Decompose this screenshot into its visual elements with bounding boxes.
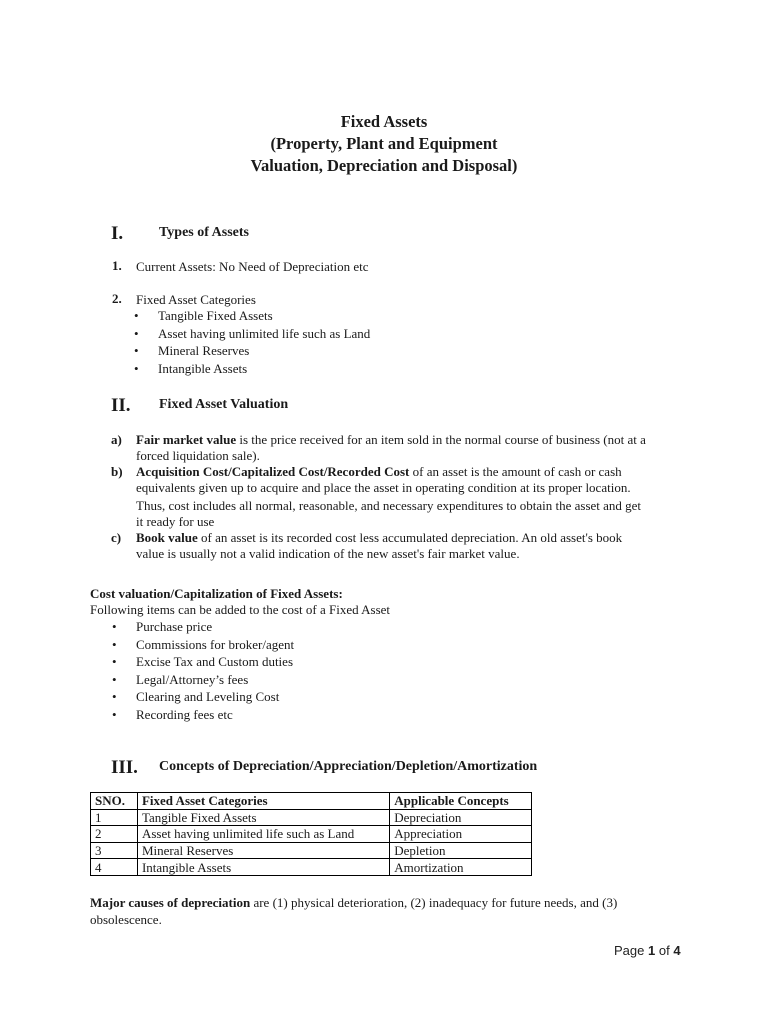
definition-b-line4: it ready for use [136,514,215,529]
table-cell: 2 [91,826,138,843]
page-number: Page 1 of 4 [614,943,681,958]
table-cell: Depletion [390,842,532,859]
table-cell: Tangible Fixed Assets [137,809,389,826]
section3-heading: Concepts of Depreciation/Appreciation/Depletion/Amortization [159,759,538,774]
definition-a-line2: forced liquidation sale). [136,448,260,463]
table-cell: Depreciation [390,809,532,826]
definition-c-label: c) [111,530,122,545]
table-row [91,826,532,843]
table-cell: Appreciation [390,826,532,843]
table-cell: Mineral Reserves [137,842,389,859]
bullet-icon: • [134,308,139,323]
depreciation-causes-line2: obsolescence. [90,912,162,927]
bullet-icon: • [112,689,117,705]
doc-title-line3: Valuation, Depreciation and Disposal) [250,156,518,175]
section1-item2-text: Fixed Asset Categories [136,292,256,307]
definition-a-term: Fair market value [136,432,237,447]
cost-valuation-heading: Cost valuation/Capitalization of Fixed Assets: [90,586,343,601]
bullet-icon: • [112,707,117,722]
cost-valuation-intro: Following items can be added to the cost of a Fixed Asset [90,602,391,617]
section1-item1-number: 1. [112,258,122,273]
section1-heading: Types of Assets [159,225,249,240]
definition-b-line2: equivalents given up to acquire and place the asset in operating condition at its proper location. [136,480,631,495]
definition-b-term: Acquisition Cost/Capitalized Cost/Recorded Cost [136,464,410,479]
column-header: Fixed Asset Categories [137,793,389,810]
section1-item2-number: 2. [112,291,122,306]
section2-heading: Fixed Asset Valuation [159,397,289,412]
table-header-row [91,793,532,810]
cost-items-list: • Purchase price • Commissions for broker/agent • Excise Tax and Custom duties • Legal/Attorney’s fees • Clearing and Leveling Cost • Recording fees etc [112,619,295,722]
definition-c-line1: Book value of an asset is its recorded cost less accumulated depreciation. An old asset's book [136,530,623,545]
table-row [91,809,532,826]
bullet-icon: • [134,360,139,376]
column-header: Applicable Concepts [390,793,532,810]
table-row [91,859,532,876]
table-cell: 1 [91,809,138,826]
section1-numeral: I. [111,223,124,244]
bullet-icon: • [112,619,117,634]
section1-item1-text: Current Assets: No Need of Depreciation etc [136,259,369,274]
bullet-icon: • [112,636,117,652]
table-cell: Intangible Assets [137,859,389,876]
concepts-table [90,792,532,876]
bullet-icon: • [112,654,117,670]
table-cell: Amortization [390,859,532,876]
definition-b-line1: Acquisition Cost/Capitalized Cost/Recorded Cost of an asset is the amount of cash or cash [136,464,622,479]
definition-b-label: b) [111,464,123,479]
doc-title-line2: (Property, Plant and Equipment [270,134,498,153]
definition-a-label: a) [111,432,122,447]
bullet-icon: • [134,343,139,358]
depreciation-causes-term: Major causes of depreciation [90,895,251,910]
column-header: SNO. [91,793,138,810]
bullet-icon: • [134,325,139,341]
table-cell: 4 [91,859,138,876]
depreciation-causes-line1: Major causes of depreciation are (1) physical deterioration, (2) inadequacy for future needs, and (3) [90,895,618,910]
definition-b-line3: Thus, cost includes all normal, reasonable, and necessary expenditures to obtain the asset and get [136,498,642,513]
bullet-icon: • [112,671,117,687]
definition-c-line2: value is usually not a valid indication of the new asset's fair market value. [136,546,520,561]
definition-c-term: Book value [136,530,198,545]
doc-title-line1: Fixed Assets [340,112,428,131]
table-cell: Asset having unlimited life such as Land [137,826,389,843]
definition-a-line1: Fair market value is the price received for an item sold in the normal course of business (not at a [136,432,646,447]
section2-numeral: II. [111,395,131,416]
table-row [91,842,532,859]
table-cell: 3 [91,842,138,859]
section3-numeral: III. [111,757,138,778]
asset-category-list: • Tangible Fixed Assets • Asset having unlimited life such as Land • Mineral Reserves • Intangible Assets [134,308,371,376]
